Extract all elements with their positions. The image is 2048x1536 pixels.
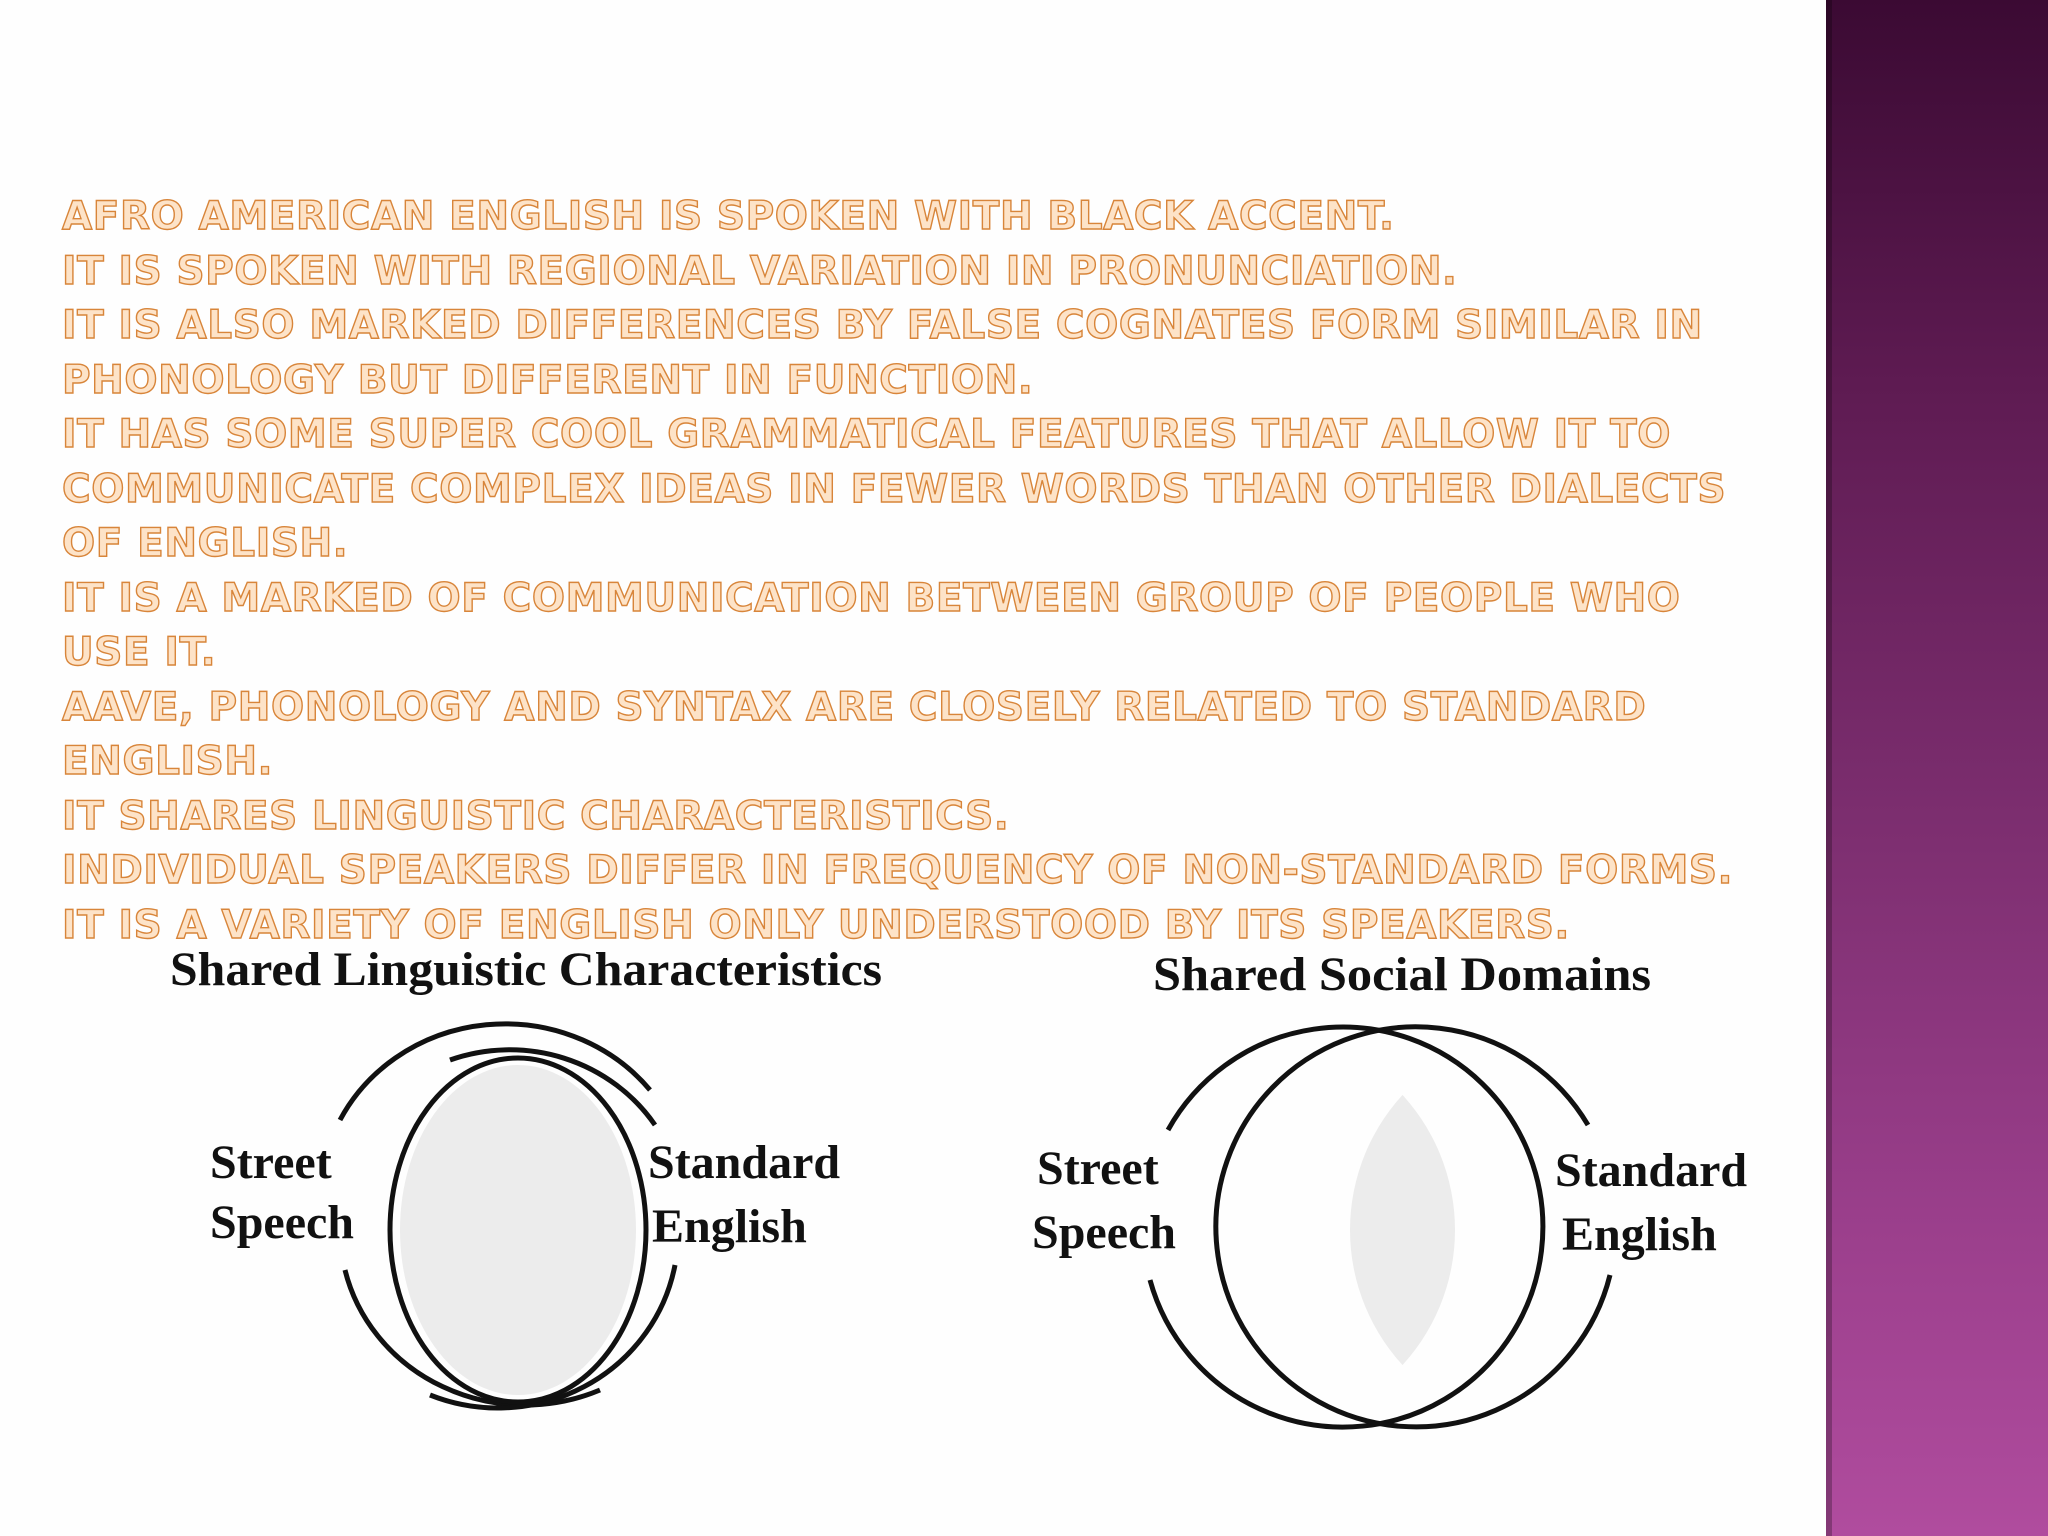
bullet-item: IT IS A MARKED OF COMMUNICATION BETWEEN GROUP OF PEOPLE WHO USE IT.	[62, 575, 1681, 675]
diagram-title: Shared Linguistic Characteristics	[170, 943, 882, 996]
bullet-item: IT IS A VARIETY OF ENGLISH ONLY UNDERSTOOD BY ITS SPEAKERS.	[62, 902, 1570, 948]
bullet-item: IT HAS SOME SUPER COOL GRAMMATICAL FEATURES THAT ALLOW IT TO COMMUNICATE COMPLEX IDEAS IN FEWER WORDS THAN OTHER DIALECTS OF ENGLISH.	[62, 412, 1727, 566]
bullet-item: IT IS ALSO MARKED DIFFERENCES BY FALSE COGNATES FORM SIMILAR IN PHONOLOGY BUT DIFFERENT IN FUNCTION.	[62, 303, 1703, 403]
left-label-line2: Speech	[1032, 1206, 1176, 1259]
left-label-line1: Street	[1037, 1142, 1159, 1195]
right-label-line1: Standard	[1555, 1144, 1748, 1197]
left-label-line1: Street	[210, 1136, 332, 1189]
bullet-item: INDIVIDUAL SPEAKERS DIFFER IN FREQUENCY OF NON-STANDARD FORMS.	[62, 848, 1733, 893]
bullet-item: AAVE, PHONOLOGY AND SYNTAX ARE CLOSELY RELATED TO STANDARD ENGLISH.	[62, 684, 1647, 784]
decorative-side-band	[1826, 0, 2048, 1536]
bullet-item: IT IS SPOKEN WITH REGIONAL VARIATION IN PRONUNCIATION.	[62, 248, 1458, 294]
bullet-item: AFRO AMERICAN ENGLISH IS SPOKEN WITH BLACK ACCENT.	[62, 194, 1395, 239]
street-speech-circle	[1150, 1027, 1543, 1427]
diagram-title: Shared Social Domains	[1153, 948, 1651, 1001]
right-label-line2: English	[652, 1200, 807, 1253]
bullet-item: IT SHARES LINGUISTIC CHARACTERISTICS.	[62, 793, 1010, 839]
right-label-line1: Standard	[648, 1136, 841, 1189]
left-label-line2: Speech	[210, 1196, 354, 1249]
right-label-line2: English	[1562, 1208, 1717, 1261]
